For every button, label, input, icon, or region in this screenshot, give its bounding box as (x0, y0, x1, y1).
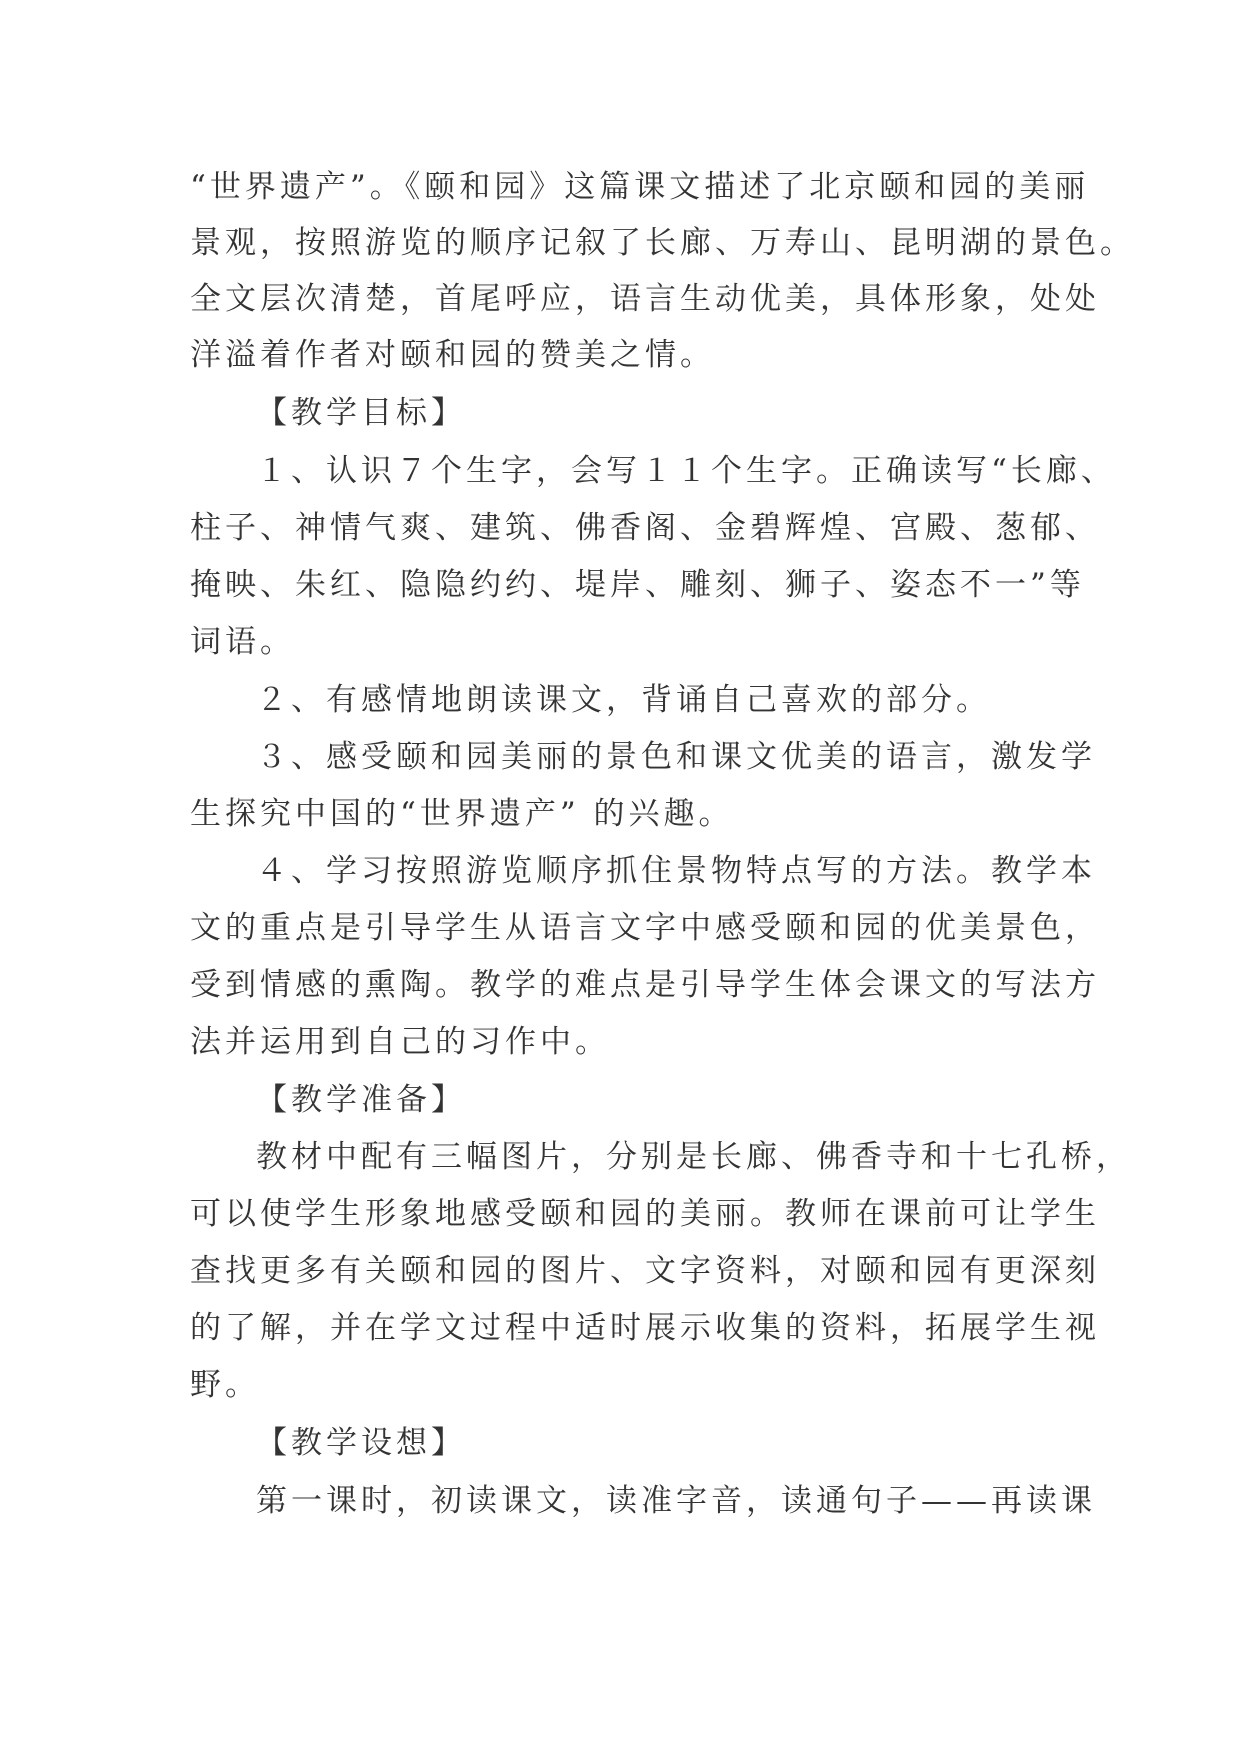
prep-paragraph-line: 可以使学生形象地感受颐和园的美丽。教师在课前可让学生 (190, 1196, 1100, 1232)
goal-4-line: 法并运用到自己的习作中。 (190, 1024, 610, 1060)
goal-1-line: 掩映、朱红、隐隐约约、堤岸、雕刻、狮子、姿态不一”等 (190, 567, 1085, 603)
section-heading-teaching-goals: 【教学目标】 (256, 395, 466, 431)
goal-3-line: ３、感受颐和园美丽的景色和课文优美的语言，激发学 (256, 739, 1096, 775)
goal-4-line: 文的重点是引导学生从语言文字中感受颐和园的优美景色， (190, 910, 1100, 946)
goal-1-line: １、认识７个生字，会写１１个生字。正确读写“长廊、 (256, 453, 1116, 489)
prep-paragraph-line: 查找更多有关颐和园的图片、文字资料，对颐和园有更深刻 (190, 1253, 1100, 1289)
prep-paragraph-line: 的了解，并在学文过程中适时展示收集的资料，拓展学生视 (190, 1310, 1100, 1346)
goal-4-line: 受到情感的熏陶。教学的难点是引导学生体会课文的写法方 (190, 967, 1100, 1003)
goal-2-line: ２、有感情地朗读课文，背诵自己喜欢的部分。 (256, 682, 991, 718)
goal-3-line: 生探究中国的“世界遗产” 的兴趣。 (190, 796, 734, 832)
paragraph-line: 全文层次清楚，首尾呼应，语言生动优美，具体形象，处处 (190, 281, 1100, 317)
section-heading-teaching-design: 【教学设想】 (256, 1425, 466, 1461)
design-paragraph-line: 第一课时，初读课文，读准字音，读通句子——再读课 (256, 1483, 1096, 1519)
prep-paragraph-line: 教材中配有三幅图片，分别是长廊、佛香寺和十七孔桥， (256, 1139, 1131, 1175)
prep-paragraph-line: 野。 (190, 1367, 260, 1403)
goal-4-line: ４、学习按照游览顺序抓住景物特点写的方法。教学本 (256, 853, 1096, 889)
paragraph-line: “世界遗产”。《颐和园》这篇课文描述了北京颐和园的美丽 (190, 169, 1090, 205)
section-heading-teaching-prep: 【教学准备】 (256, 1082, 466, 1118)
paragraph-line: 洋溢着作者对颐和园的赞美之情。 (190, 337, 715, 373)
goal-1-line: 柱子、神情气爽、建筑、佛香阁、金碧辉煌、宫殿、葱郁、 (190, 510, 1100, 546)
goal-1-line: 词语。 (190, 624, 295, 660)
paragraph-line: 景观，按照游览的顺序记叙了长廊、万寿山、昆明湖的景色。 (190, 225, 1135, 261)
